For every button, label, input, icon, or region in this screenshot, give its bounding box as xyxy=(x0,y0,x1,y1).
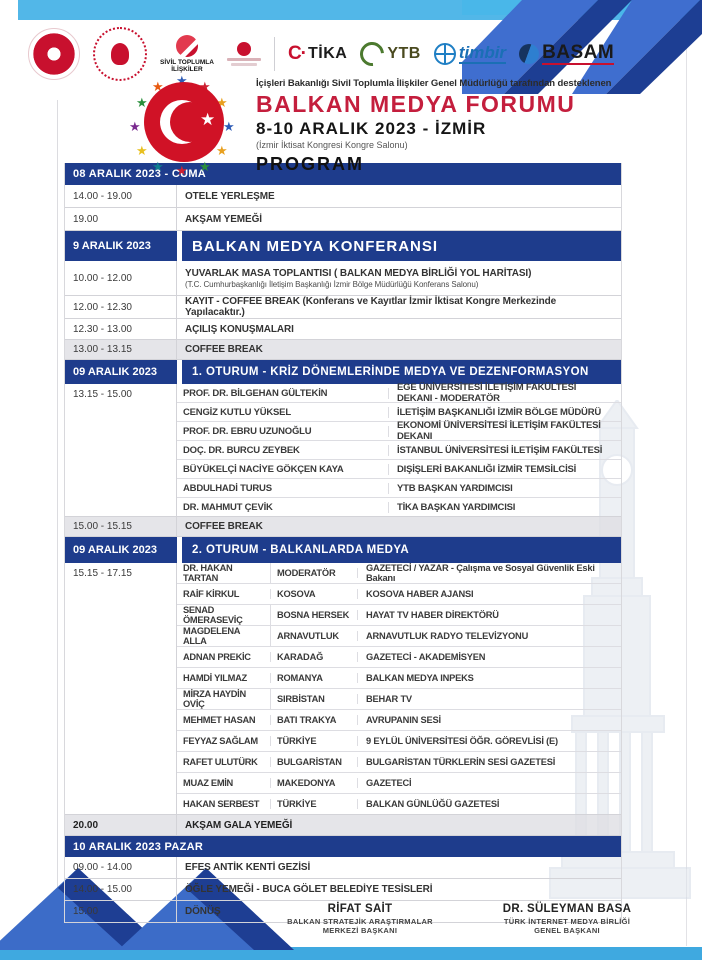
speaker-desc: GAZETECİ - AKADEMİSYEN xyxy=(366,652,486,662)
speaker-desc: GAZETECİ / YAZAR - Çalışma ve Sosyal Güvenlik Eski Bakanı xyxy=(366,563,595,583)
speaker-desc: ARNAVUTLUK RADYO TELEVİZYONU xyxy=(366,631,529,641)
speaker-country: BATI TRAKYA xyxy=(271,715,358,725)
speaker-row xyxy=(177,710,621,731)
time-cell: 12.00 - 12.30 xyxy=(65,296,177,318)
speaker-name: MAGDELENA ALLA xyxy=(177,626,271,646)
balkan-media-forum-logo xyxy=(128,78,240,170)
session2-title: 2. OTURUM - BALKANLARDA MEDYA xyxy=(182,537,621,563)
day3-header: 10 ARALIK 2023 PAZAR xyxy=(65,836,621,857)
session1-date: 09 ARALIK 2023 xyxy=(65,360,177,384)
speaker-row xyxy=(177,605,621,626)
speaker-name: HAKAN SERBEST xyxy=(177,799,271,809)
flag-star-icon xyxy=(200,110,215,130)
speaker-name: MUAZ EMİN xyxy=(177,778,271,788)
speaker-name: RAİF KİRKUL xyxy=(177,589,271,599)
tc-state-emblem-icon xyxy=(28,28,80,80)
speaker-country: ROMANYA xyxy=(271,673,358,683)
table-row xyxy=(65,319,621,340)
time-cell: 14.00 - 15.00 xyxy=(65,879,177,900)
activity-subtext: (T.C. Cumhurbaşkanlığı İletişim Başkanlığı İzmir Bölge Müdürlüğü Konferans Salonu) xyxy=(185,279,479,289)
signatory-name: RİFAT SAİT xyxy=(327,903,393,915)
activity-cell: AÇILIŞ KONUŞMALARI xyxy=(185,323,294,335)
tika-logo xyxy=(288,43,347,65)
speaker-role: EGE ÜNİVERSİTESİ İLETİŞİM FAKÜLTESİ DEKANI - MODERATÖR xyxy=(397,382,577,404)
signatory-org: TÜRK İNTERNET MEDYA BİRLİĞİ GENEL BAŞKANI xyxy=(503,917,631,935)
activity-cell: EFES ANTİK KENTİ GEZİSİ xyxy=(185,862,311,873)
basam-logo xyxy=(519,43,614,65)
speaker-name: FEYYAZ SAĞLAM xyxy=(177,736,271,746)
speaker-row xyxy=(177,584,621,605)
sivil-toplumla-iliskiler-logo xyxy=(160,35,214,73)
event-date-line: 8-10 ARALIK 2023 - İZMİR xyxy=(256,119,487,138)
program-table xyxy=(64,163,622,923)
conference-title: BALKAN MEDYA KONFERANSI xyxy=(182,231,621,261)
signatory-right xyxy=(462,903,672,935)
speaker-name: ABDULHADİ TURUS xyxy=(177,483,389,494)
speaker-name: HAMDİ YILMAZ xyxy=(177,673,271,683)
speaker-country: TÜRKİYE xyxy=(271,799,358,809)
speaker-row xyxy=(177,668,621,689)
stgm-label-line1: SİVİL TOPLUMLA xyxy=(160,59,214,66)
speaker-name: MEHMET HASAN xyxy=(177,715,271,725)
speaker-country: SIRBİSTAN xyxy=(271,694,358,704)
speaker-country: ARNAVUTLUK xyxy=(271,631,358,641)
speaker-name: BÜYÜKELÇİ NACİYE GÖKÇEN KAYA xyxy=(177,464,389,475)
speaker-row xyxy=(177,731,621,752)
speaker-name: RAFET ULUTÜRK xyxy=(177,757,271,767)
conference-date: 9 ARALIK 2023 xyxy=(65,231,177,261)
ytb-logo xyxy=(360,42,421,66)
speaker-desc: GAZETECİ xyxy=(366,778,412,788)
activity-cell: YUVARLAK MASA TOPLANTISI ( BALKAN MEDYA BİRLİĞİ YOL HARİTASI) (T.C. Cumhurbaşkanlığı İletişim Başkanlığı İzmir Bölge Müdürlüğü Konferans Salonu) xyxy=(177,261,621,295)
table-row xyxy=(65,261,621,296)
speaker-role: EKONOMİ ÜNİVERSİTESİ İLETİŞİM FAKÜLTESİ DEKANI xyxy=(397,420,601,442)
speaker-row xyxy=(177,689,621,710)
speaker-desc: KOSOVA HABER AJANSI xyxy=(366,589,474,599)
signatory-left xyxy=(250,903,470,935)
speaker-name: CENGİZ KUTLU YÜKSEL xyxy=(177,407,389,418)
partner-logos-row xyxy=(28,28,614,80)
stgm-label-line2: İLİŞKİLER xyxy=(171,66,203,73)
time-cell: 15.00 - 15.15 xyxy=(65,517,177,536)
activity-cell: COFFEE BREAK xyxy=(185,521,263,532)
speaker-row xyxy=(177,384,621,403)
stgm-globe-icon xyxy=(176,35,198,57)
activity-cell: OTELE YERLEŞME xyxy=(185,190,275,202)
speaker-desc: HAYAT TV HABER DİREKTÖRÜ xyxy=(366,610,499,620)
speaker-role: TİKA BAŞKAN YARDIMCISI xyxy=(397,501,516,513)
speaker-name: PROF. DR. EBRU UZUNOĞLU xyxy=(177,426,389,437)
speaker-row xyxy=(177,773,621,794)
session2-header xyxy=(65,537,621,563)
program-label: PROGRAM xyxy=(256,154,364,174)
tika-label: TİKA xyxy=(308,45,348,62)
speaker-country: BOSNA HERSEK xyxy=(271,610,358,620)
speaker-country: KARADAĞ xyxy=(271,652,358,662)
activity-cell: DÖNÜŞ xyxy=(185,906,221,917)
basam-globe-icon xyxy=(519,44,539,64)
time-cell: 19.00 xyxy=(65,208,177,230)
day1-header: 08 ARALIK 2023 - CUMA xyxy=(65,163,621,185)
speaker-row xyxy=(177,498,621,516)
speaker-row xyxy=(177,752,621,773)
session1-block xyxy=(65,384,621,517)
gala-dinner-row xyxy=(65,815,621,836)
speaker-name: DR. HAKAN TARTAN xyxy=(177,563,271,583)
speaker-row xyxy=(177,422,621,441)
session2-date: 09 ARALIK 2023 xyxy=(65,537,177,563)
time-cell: 09.00 - 14.00 xyxy=(65,857,177,878)
speaker-row xyxy=(177,626,621,647)
activity-cell: AKŞAM GALA YEMEĞİ xyxy=(185,819,293,831)
table-row xyxy=(65,857,621,879)
activity-cell: ÖĞLE YEMEĞİ - BUCA GÖLET BELEDİYE TESİSLERİ xyxy=(185,884,433,895)
session1-header xyxy=(65,360,621,384)
timbir-label: timbir xyxy=(458,43,507,62)
time-cell: 10.00 - 12.00 xyxy=(65,261,177,295)
timbir-logo xyxy=(434,43,506,65)
conference-header xyxy=(65,231,621,261)
speaker-desc: BEHAR TV xyxy=(366,694,412,704)
page-edge-left xyxy=(57,100,58,908)
coffee-break-row xyxy=(65,340,621,360)
speaker-role: İSTANBUL ÜNİVERSİTESİ İLETİŞİM FAKÜLTESİ xyxy=(397,444,603,456)
speaker-role: YTB BAŞKAN YARDIMCISI xyxy=(397,482,513,494)
speaker-country: MODERATÖR xyxy=(271,568,358,578)
speaker-role: İLETİŞİM BAŞKANLIĞI İZMİR BÖLGE MÜDÜRÜ xyxy=(397,406,602,418)
speaker-role: DIŞİŞLERİ BAKANLIĞI İZMİR TEMSİLCİSİ xyxy=(397,463,577,475)
speaker-row xyxy=(177,794,621,814)
speaker-country: TÜRKİYE xyxy=(271,736,358,746)
tika-crescent-icon: C· xyxy=(287,43,306,64)
speaker-row xyxy=(177,647,621,668)
table-row xyxy=(65,296,621,319)
speaker-country: MAKEDONYA xyxy=(271,778,358,788)
title-block xyxy=(256,78,656,175)
speaker-name: DOÇ. DR. BURCU ZEYBEK xyxy=(177,445,389,456)
table-row xyxy=(65,208,621,231)
ministry-small-logo xyxy=(227,42,261,66)
ministry-emblem-icon xyxy=(93,27,147,81)
signatory-name: DR. SÜLEYMAN BASA xyxy=(502,903,632,915)
time-cell: 15.00 xyxy=(65,901,177,922)
session1-title: 1. OTURUM - KRİZ DÖNEMLERİNDE MEDYA VE DEZENFORMASYON xyxy=(182,360,621,384)
speaker-row xyxy=(177,479,621,498)
signatory-org: BALKAN STRATEJİK ARAŞTIRMALAR MERKEZİ BAŞKANI xyxy=(287,917,433,935)
speaker-desc: 9 EYLÜL ÜNİVERSİTESİ ÖĞR. GÖREVLİSİ (E) xyxy=(366,736,558,746)
time-cell: 12.30 - 13.00 xyxy=(65,319,177,339)
speaker-name: MİRZA HAYDİN OVİÇ xyxy=(177,689,271,709)
page-title: BALKAN MEDYA FORUMU xyxy=(256,91,576,117)
time-cell: 13.00 - 13.15 xyxy=(65,340,177,359)
ytb-label: YTB xyxy=(387,45,421,62)
table-row xyxy=(65,185,621,208)
speaker-row xyxy=(177,441,621,460)
ministry-small-emblem-icon xyxy=(237,42,251,56)
speaker-desc: BULGARİSTAN TÜRKLERİN SESİ GAZETESİ xyxy=(366,757,556,767)
speaker-name: ADNAN PREKİC xyxy=(177,652,271,662)
speaker-name: SENAD ÖMERASEVİÇ xyxy=(177,605,271,625)
speaker-name: PROF. DR. BİLGEHAN GÜLTEKİN xyxy=(177,388,389,399)
session2-time: 15.15 - 17.15 xyxy=(65,563,177,814)
session2-block xyxy=(65,563,621,815)
session1-time: 13.15 - 15.00 xyxy=(65,384,177,516)
speaker-country: KOSOVA xyxy=(271,589,358,599)
basam-label: BASAM xyxy=(542,42,615,63)
speaker-row xyxy=(177,460,621,479)
activity-cell: AKŞAM YEMEĞİ xyxy=(185,213,262,225)
supported-by-line: İçişleri Bakanlığı Sivil Toplumla İlişkiler Genel Müdürlüğü tarafından desteklenen xyxy=(256,78,612,89)
timbir-globe-icon xyxy=(434,43,456,65)
activity-cell: COFFEE BREAK xyxy=(185,344,263,355)
speaker-desc: AVRUPANIN SESİ xyxy=(366,715,441,725)
speaker-name: DR. MAHMUT ÇEVİK xyxy=(177,502,389,513)
coffee-break-row xyxy=(65,517,621,537)
logo-divider xyxy=(274,37,275,71)
activity-cell: KAYIT - COFFEE BREAK (Konferans ve Kayıtlar İzmir İktisat Kongre Merkezinde Yapılacaktır.) xyxy=(185,296,557,318)
speaker-row xyxy=(177,563,621,584)
speaker-desc: BALKAN MEDYA INPEKS xyxy=(366,673,474,683)
time-cell: 20.00 xyxy=(65,815,177,835)
table-row xyxy=(65,879,621,901)
ytb-crescent-icon xyxy=(355,37,389,71)
venue-line: (İzmir İktisat Kongresi Kongre Salonu) xyxy=(256,140,408,150)
speaker-country: BULGARİSTAN xyxy=(271,757,358,767)
time-cell: 14.00 - 19.00 xyxy=(65,185,177,207)
speaker-desc: BALKAN GÜNLÜĞÜ GAZETESİ xyxy=(366,799,500,809)
